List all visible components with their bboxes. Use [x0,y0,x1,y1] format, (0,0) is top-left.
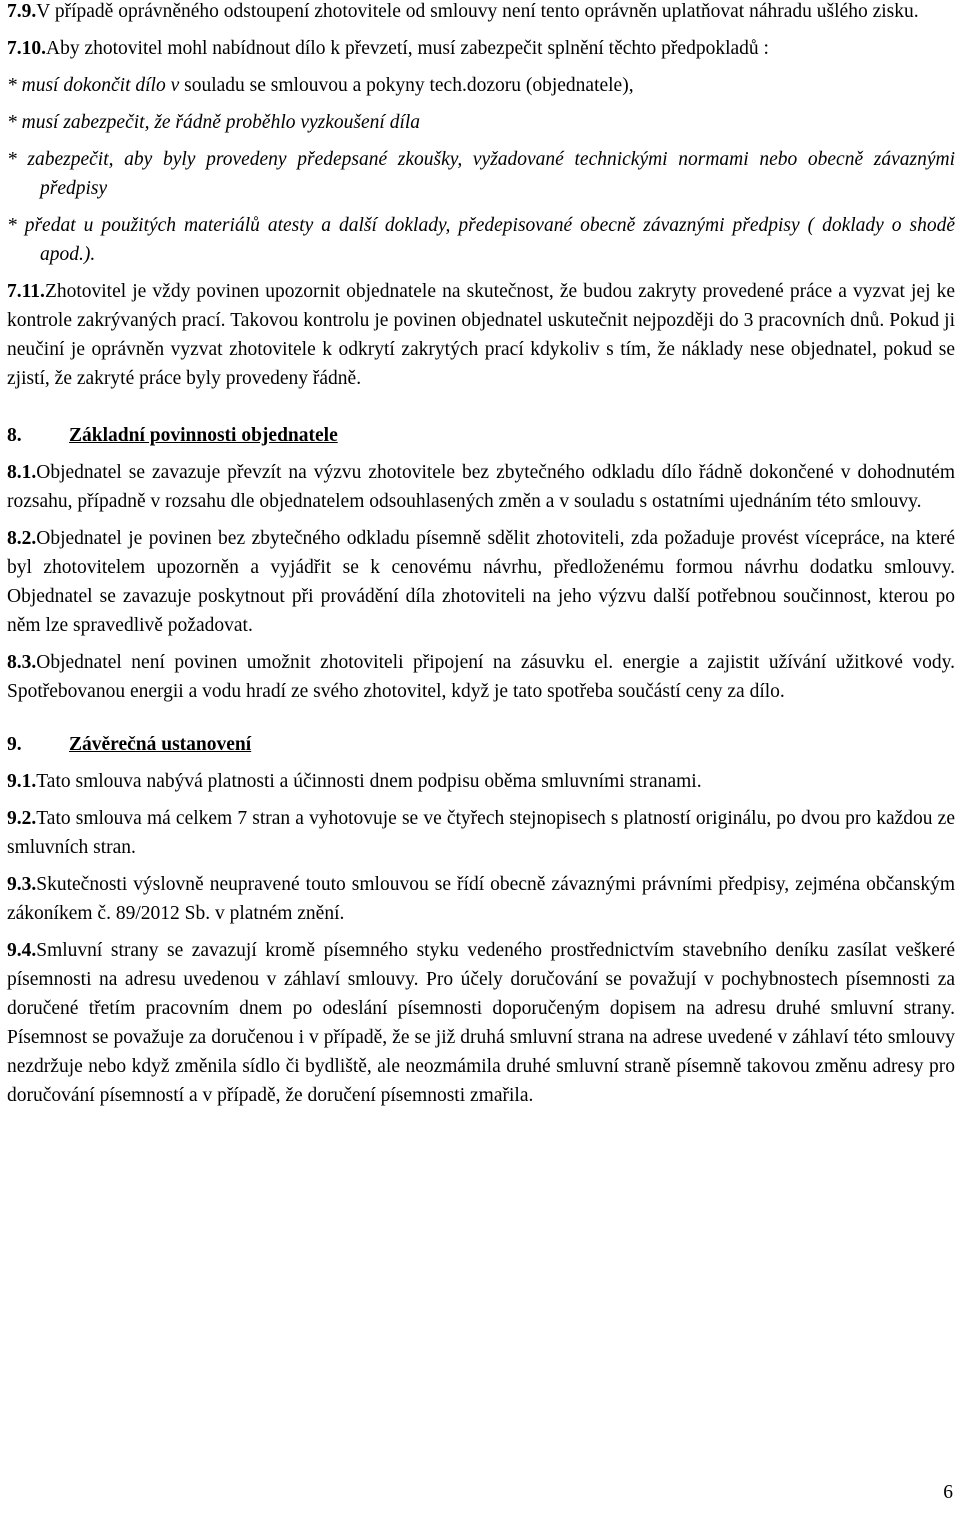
clause-number: 7.9. [7,1,37,22]
section-number: 9. [7,734,22,755]
spacer [7,714,955,730]
clause-text: Objednatel je povinen bez zbytečného odkladu písemně sdělit zhotoviteli, zda požaduje provést vícepráce, na které byl zhotovitelem upozorněn a vyjádřit se k cenovému návrhu, předloženému formou návrhu dodatku smlouvy. Objednatel se zavazuje poskytnout při provádění díla zhotoviteli na jeho výzvu další potřebnou součinnost, kterou po něm lze spravedlivě požadovat. [7,528,955,636]
bullet-text: * musí zabezpečit, že řádně proběhlo vyzkoušení díla [7,112,421,133]
clause-text: Zhotovitel je vždy povinen upozornit objednatele na skutečnost, že budou zakryty provedené práce a vyzvat jej ke kontrole zakrývaných prací. Takovou kontrolu je povinen objednatel uskutečnit nejpozději do 3 pracovních dnů. Pokud ji neučiní je oprávněn vyzvat zhotovitele k odkrytí zakrytých prací kdykoliv s tím, že náklady nese objednatel, pokud se zjistí, že zakryté práce byly provedeny řádně. [7,281,955,389]
bullet-item [7,71,955,100]
clause-9-3 [7,870,955,928]
bullet-text: souladu se smlouvou a pokyny tech.dozoru (objednatele), [179,75,634,96]
clause-number: 8.2. [7,528,37,549]
clause-text: Skutečnosti výslovně neupravené touto smlouvou se řídí obecně závaznými právními předpisy, zejména občanským zákoníkem č. 89/2012 Sb. v platném znění. [7,874,955,924]
bullet-item [7,145,955,203]
clause-number: 7.10. [7,38,46,59]
clause-8-2 [7,524,955,640]
clause-number: 9.4. [7,940,37,961]
clause-text: Aby zhotovitel mohl nabídnout dílo k převzetí, musí zabezpečit splnění těchto předpokladů : [46,38,769,59]
clause-text: Objednatel se zavazuje převzít na výzvu zhotovitele bez zbytečného odkladu dílo řádně dokončené v dohodnutém rozsahu, případně v rozsahu dle objednatelem odsouhlasených změn a v souladu s ostatními ujednáním této smlouvy. [7,462,955,512]
clause-8-3 [7,648,955,706]
bullet-text-italic: * musí dokončit dílo v [7,75,180,96]
section-heading-8 [7,421,955,450]
bullet-item [7,211,955,269]
clause-number: 8.3. [7,652,37,673]
clause-8-1 [7,458,955,516]
section-heading-9 [7,730,955,759]
document-page [7,0,955,1118]
bullet-text: * zabezpečit, aby byly provedeny předepsané zkoušky, vyžadované technickými normami nebo obecně závaznými předpisy [7,149,955,199]
section-title: Základní povinnosti objednatele [69,425,338,446]
clause-text: Objednatel není povinen umožnit zhotoviteli připojení na zásuvku el. energie a zajistit užívání užitkové vody. Spotřebovanou energii a vodu hradí ze svého zhotovitel, když je tato spotřeba součástí ceny za dílo. [7,652,955,702]
page-number: 6 [943,1482,953,1503]
clause-9-1 [7,767,955,796]
clause-text: Tato smlouva má celkem 7 stran a vyhotovuje se ve čtyřech stejnopisech s platností originálu, po dvou pro každou ze smluvních stran. [7,808,955,858]
clause-number: 9.1. [7,771,37,792]
clause-9-2 [7,804,955,862]
clause-number: 8.1. [7,462,37,483]
clause-number: 7.11. [7,281,45,302]
clause-7-10 [7,34,955,63]
clause-text: Smluvní strany se zavazují kromě písemného styku vedeného prostřednictvím stavebního deníku zasílat veškeré písemnosti na adresu uvedenou v záhlaví smlouvy. Pro účely doručování se považují v pochybnostech písemnosti za doručené třetím pracovním dnem po odeslání písemnosti doporučeným dopisem na adresu druhé smluvní strany. Písemnost se považuje za doručenou i v případě, že se již druhá smluvní strana na adrese uvedené v záhlaví této smlouvy nezdržuje nebo když změnila sídlo či bydliště, ale neozmámila druhé smluvní straně písemně takovou změnu adresy pro doručování písemností a v případě, že doručení písemnosti zmařila. [7,940,955,1106]
clause-7-9 [7,0,955,26]
section-number: 8. [7,425,22,446]
clause-number: 9.3. [7,874,37,895]
spacer [7,401,955,421]
clause-7-11 [7,277,955,393]
bullet-item [7,108,955,137]
clause-text: V případě oprávněného odstoupení zhotovitele od smlouvy není tento oprávněn uplatňovat náhradu ušlého zisku. [36,1,919,22]
clause-number: 9.2. [7,808,37,829]
section-title: Závěrečná ustanovení [69,734,252,755]
clause-text: Tato smlouva nabývá platnosti a účinnosti dnem podpisu oběma smluvními stranami. [36,771,702,792]
clause-9-4 [7,936,955,1110]
bullet-text: * předat u použitých materiálů atesty a další doklady, předepisované obecně závaznými předpisy ( doklady o shodě apod.). [7,215,955,265]
